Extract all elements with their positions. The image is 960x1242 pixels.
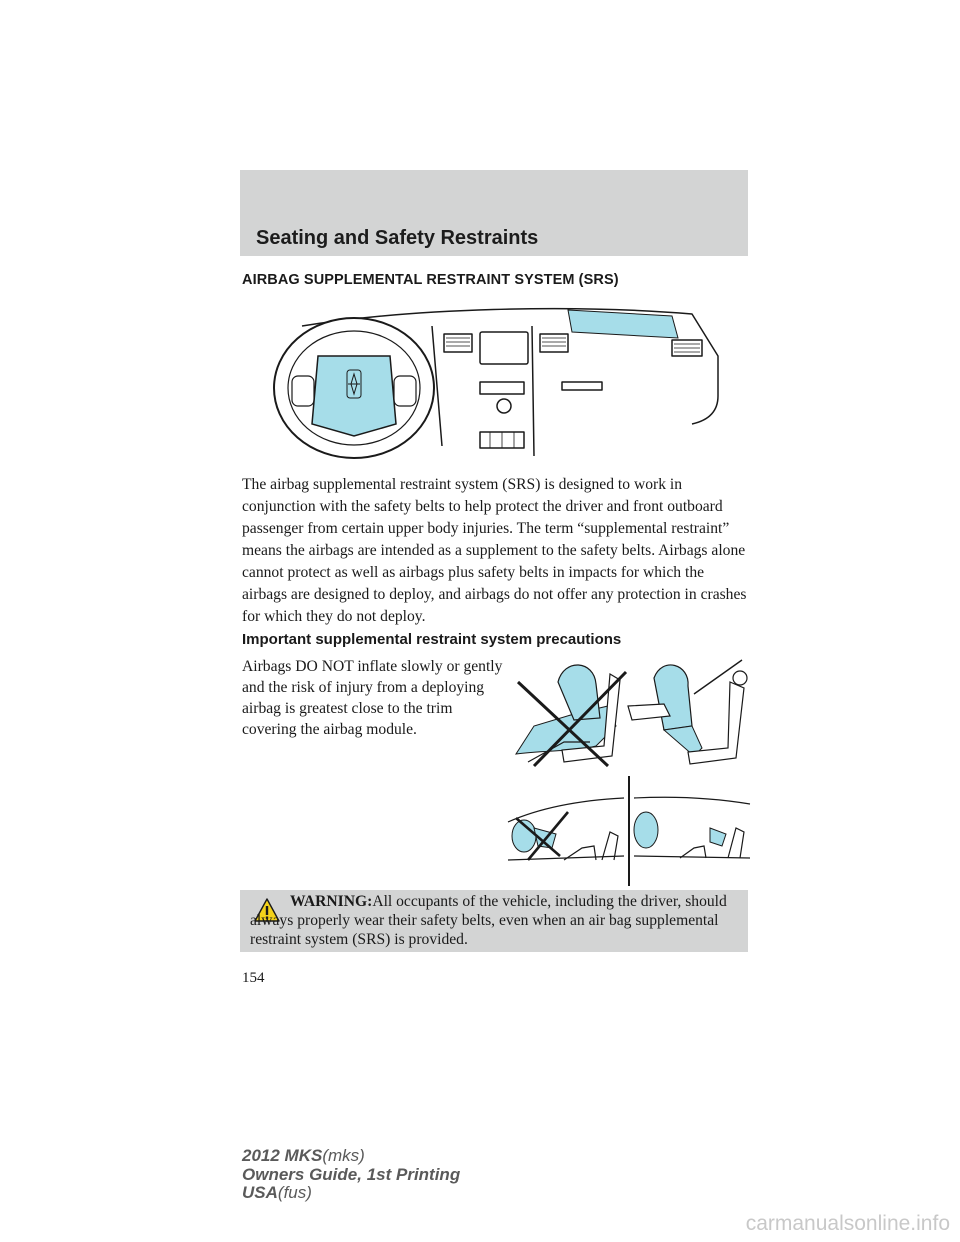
warning-text [250,892,746,949]
footer-guide: Owners Guide, 1st Printing [242,1164,461,1184]
footer-market-line [242,1184,460,1203]
precautions-paragraph: Airbags DO NOT inflate slowly or gently and the risk of injury from a deploying airbag is greatest close to the trim covering the airbag module. [242,658,503,738]
footer-model: 2012 MKS [242,1146,323,1165]
footer-guide-line [242,1166,460,1185]
warning-message: All occupants of the vehicle, including the driver, should always properly wear their safety belts, even when an air bag supplemental restraint system (SRS) is provided. [250,893,727,948]
footer-market: USA [242,1183,278,1202]
footer-model-code: (mks) [322,1146,365,1165]
section-heading: AIRBAG SUPPLEMENTAL RESTRAINT SYSTEM (SRS) [242,272,619,288]
footer-market-code: (fus) [277,1183,312,1202]
lincoln-star-logo [347,370,361,398]
srs-description-paragraph: The airbag supplemental restraint system (SRS) is designed to work in conjunction with the safety belts to help protect the driver and front outboard passenger from certain upper body injuries. The term “supplemental restraint” means the airbags are intended as a supplement to the safety belts. Airbags alone cannot protect as well as airbags plus safety belts in impacts for which the airbags are designed to deploy, and airbags do not offer any protection in crashes for which they do not deploy. [242,476,747,625]
warning-label: WARNING: [290,893,373,910]
watermark-link[interactable]: carmanualsonline.info [745,1212,950,1235]
footer-model-line [242,1147,460,1166]
section-title: Seating and Safety Restraints [256,227,539,249]
header-band [240,170,748,256]
occupant-position-illustration [504,654,754,774]
dashboard-airbag-illustration [272,296,724,460]
document-footer [242,1147,460,1203]
warning-box [240,890,748,952]
airbag-distance-illustration [504,776,754,886]
page-number: 154 [242,970,265,986]
precautions-heading: Important supplemental restraint system precautions [242,631,622,648]
